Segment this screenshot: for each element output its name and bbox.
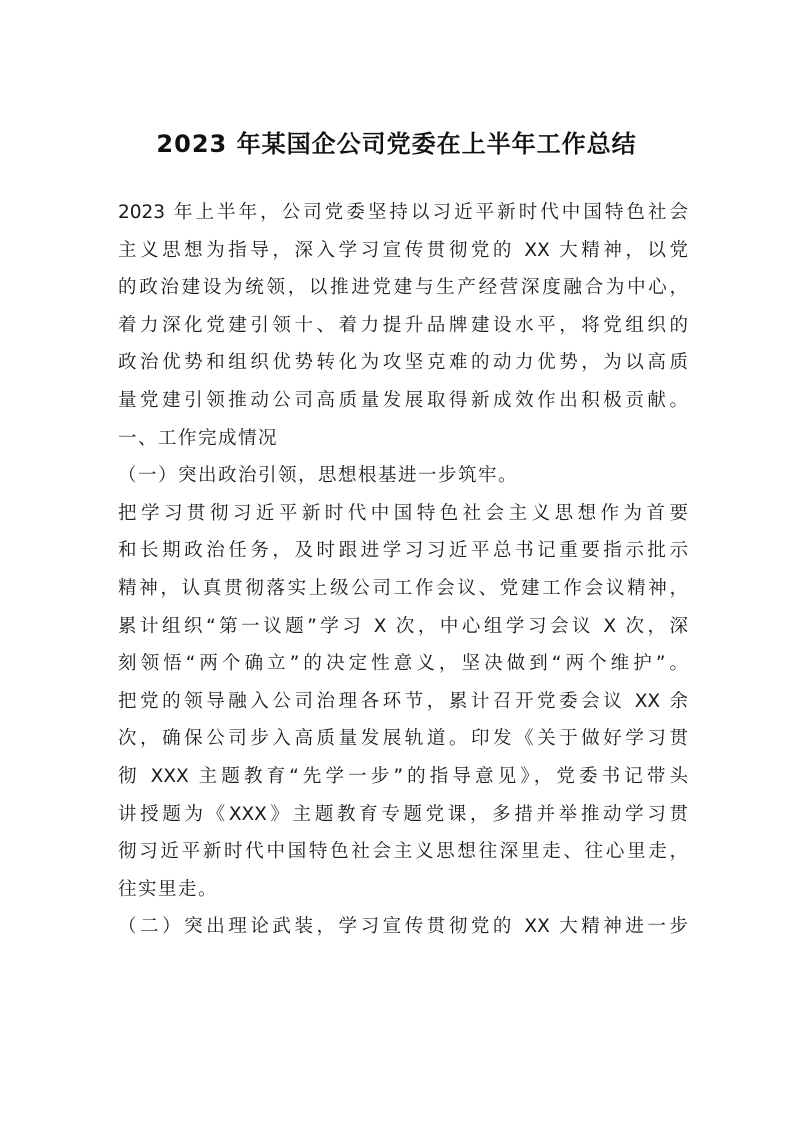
paragraph-line: 着力深化党建引领十、着力提升品牌建设水平，将党组织的: [118, 314, 688, 336]
paragraph-line: 的政治建设为统领，以推进党建与生产经营深度融合为中心，: [118, 277, 688, 299]
document-title: 2023 年某国企公司党委在上半年工作总结: [156, 130, 637, 158]
paragraph-line: 2023 年上半年，公司党委坚持以习近平新时代中国特色社会: [118, 202, 688, 223]
paragraph-line: 把学习贯彻习近平新时代中国特色社会主义思想作为首要: [118, 502, 688, 524]
paragraph-line: 量党建引领推动公司高质量发展取得新成效作出积极贡献。: [118, 389, 688, 411]
paragraph-line: 刻领悟“两个确立”的决定性意义，坚决做到“两个维护”。: [118, 653, 688, 675]
paragraph-line: 和长期政治任务，及时跟进学习习近平总书记重要指示批示: [118, 540, 688, 562]
document-body: [118, 194, 688, 946]
paragraph-line: 政治优势和组织优势转化为攻坚克难的动力优势，为以高质: [118, 352, 688, 374]
paragraph-line: 讲授题为《XXX》主题教育专题党课，多措并举推动学习贯: [118, 803, 688, 825]
paragraph-line: 彻 XXX 主题教育“先学一步”的指导意见》，党委书记带头: [118, 765, 688, 787]
paragraph-line: 主义思想为指导，深入学习宣传贯彻党的 XX 大精神，以党: [118, 239, 688, 261]
subsection-heading: （一）突出政治引领，思想根基进一步筑牢。: [118, 465, 519, 487]
paragraph-line: 精神，认真贯彻落实上级公司工作会议、党建工作会议精神，: [118, 577, 688, 599]
paragraph-line: 往实里走。: [118, 878, 219, 900]
paragraph-line: 彻习近平新时代中国特色社会主义思想往深里走、往心里走，: [118, 841, 688, 863]
section-heading: 一、工作完成情况: [118, 427, 279, 449]
paragraph-line: 把党的领导融入公司治理各环节，累计召开党委会议 XX 余: [118, 690, 688, 712]
paragraph-line: 累计组织“第一议题”学习 X 次，中心组学习会议 X 次，深: [118, 615, 688, 637]
subsection-heading: （二）突出理论武装，学习宣传贯彻党的 XX 大精神进一步: [118, 916, 688, 938]
paragraph-line: 次，确保公司步入高质量发展轨道。印发《关于做好学习贯: [118, 728, 688, 750]
